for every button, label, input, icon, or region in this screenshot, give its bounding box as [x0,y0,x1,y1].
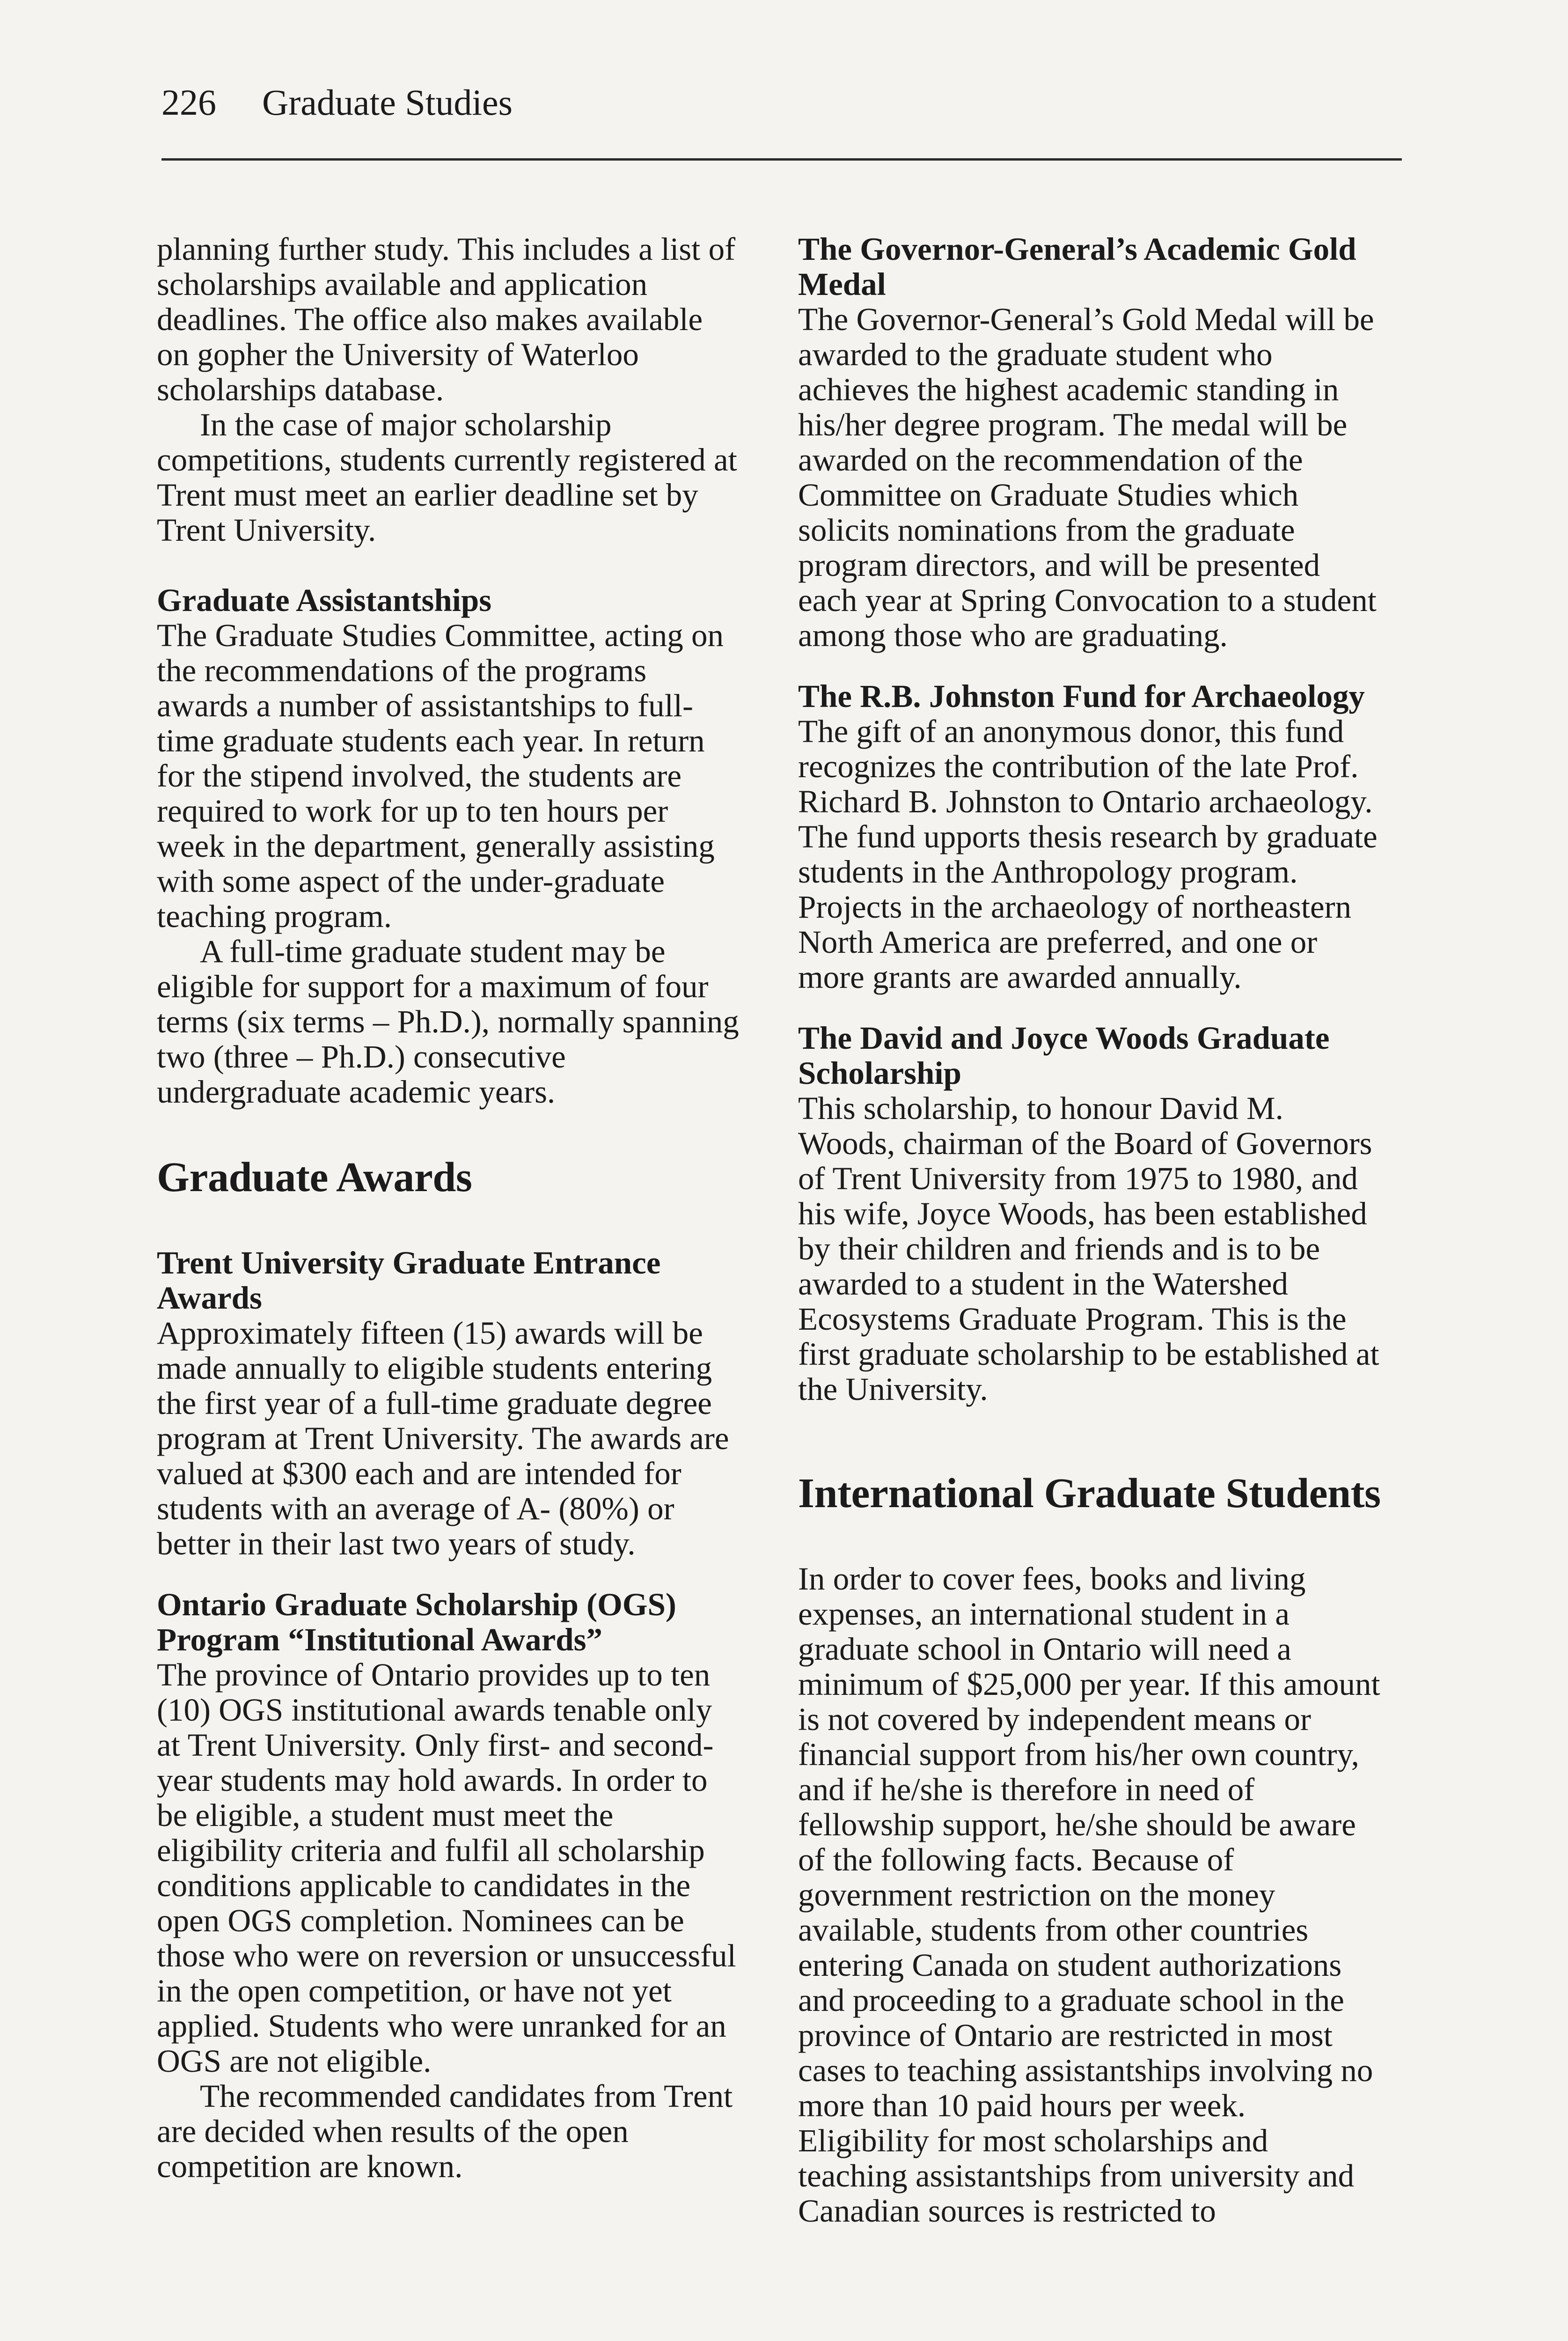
international-students-heading: International Graduate Students [798,1470,1381,1516]
right-column [798,232,1381,2229]
assistantships-paragraph: The Graduate Studies Committee, acting on the recommendations of the programs awards a number of assistantships to full-time graduate students each year. In return for the stipend involved, the students are required to work for up to ten hours per week in the department, generally assisting with some aspect of the under-graduate teaching program. [157,618,724,934]
woods-scholarship-heading: The David and Joyce Woods Graduate Scholarship [798,1020,1330,1091]
ogs-paragraph: The province of Ontario provides up to ten (10) OGS institutional awards tenable only at Trent University. Only first- and second-year students may hold awards. In order to be eligible, a student must meet the eligibility criteria and fulfil all scholarship conditions applicable to candidates in the open OGS completion. Nominees can be those who were on reversion or unsuccessful in the open competition, or have not yet applied. Students who were unranked for an OGS are not eligible. [157,1657,736,2079]
spacer [157,548,740,583]
graduate-assistantships-heading: Graduate Assistantships [157,582,492,618]
page-number: 226 [161,82,216,123]
ogs-candidates-paragraph: The recommended candidates from Trent are decided when results of the open competition are known. [157,2078,733,2184]
left-column [157,232,740,2184]
governor-general-medal-paragraph: The Governor-General’s Gold Medal will be awarded to the graduate student who achieves the highest academic standing in his/her degree program. The medal will be awarded on the recommendation of the Committee on Graduate Studies which solicits nominations from the graduate program directors, and will be presented each year at Spring Convocation to a student among those who are graduating. [798,302,1377,653]
governor-general-medal-heading: The Governor-General’s Academic Gold Medal [798,231,1356,302]
spacer [798,995,1381,1021]
ogs-heading: Ontario Graduate Scholarship (OGS) Program “Institutional Awards” [157,1587,676,1657]
running-header [161,84,513,121]
rb-johnston-fund-heading: The R.B. Johnston Fund for Archaeology [798,678,1365,714]
running-title: Graduate Studies [262,82,513,123]
intro-paragraph: planning further study. This includes a list of scholarships available and application deadlines. The office also makes available on gopher the University of Waterloo scholarships database. [157,231,736,407]
assistantships-eligibility-paragraph: A full-time graduate student may be eligible for support for a maximum of four terms (six terms – Ph.D.), normally spanning two (three – Ph.D.) consecutive undergraduate academic years. [157,934,739,1110]
entrance-awards-heading: Trent University Graduate Entrance Awards [157,1245,661,1316]
international-students-paragraph: In order to cover fees, books and living expenses, an international student in a graduate school in Ontario will need a minimum of $25,000 per year. If this amount is not covered by independent means or financial support from his/her own country, and if he/she is therefore in need of fellowship support, he/she should be aware of the following facts. Because of government restriction on the money available, students from other countries entering Canada on student authorizations and proceeding to a graduate school in the province of Ontario are restricted in most cases to teaching assistantships involving no more than 10 paid hours per week. Eligibility for most scholarships and teaching assistantships from university and Canadian sources is restricted to [798,1561,1380,2229]
graduate-awards-heading: Graduate Awards [157,1154,472,1200]
spacer [157,1561,740,1587]
header-rule [161,158,1402,161]
scholarship-deadline-paragraph: In the case of major scholarship competitions, students currently registered at Trent must meet an earlier deadline set by Trent University. [157,407,737,548]
spacer [798,653,1381,679]
woods-scholarship-paragraph: This scholarship, to honour David M. Woods, chairman of the Board of Governors of Trent University from 1975 to 1980, and his wife, Joyce Woods, has been established by their children and friends and is to be awarded to a student in the Watershed Ecosystems Graduate Program. This is the first graduate scholarship to be established at the University. [798,1090,1379,1407]
entrance-awards-paragraph: Approximately fifteen (15) awards will be made annually to eligible students entering the first year of a full-time graduate degree program at Trent University. The awards are valued at $300 each and are intended for students with an average of A- (80%) or better in their last two years of study. [157,1315,729,1561]
rb-johnston-fund-paragraph: The gift of an anonymous donor, this fund recognizes the contribution of the late Prof. Richard B. Johnston to Ontario archaeology. The fund upports thesis research by graduate students in the Anthropology program. Projects in the archaeology of northeastern North America are preferred, and one or more grants are awarded annually. [798,714,1377,995]
